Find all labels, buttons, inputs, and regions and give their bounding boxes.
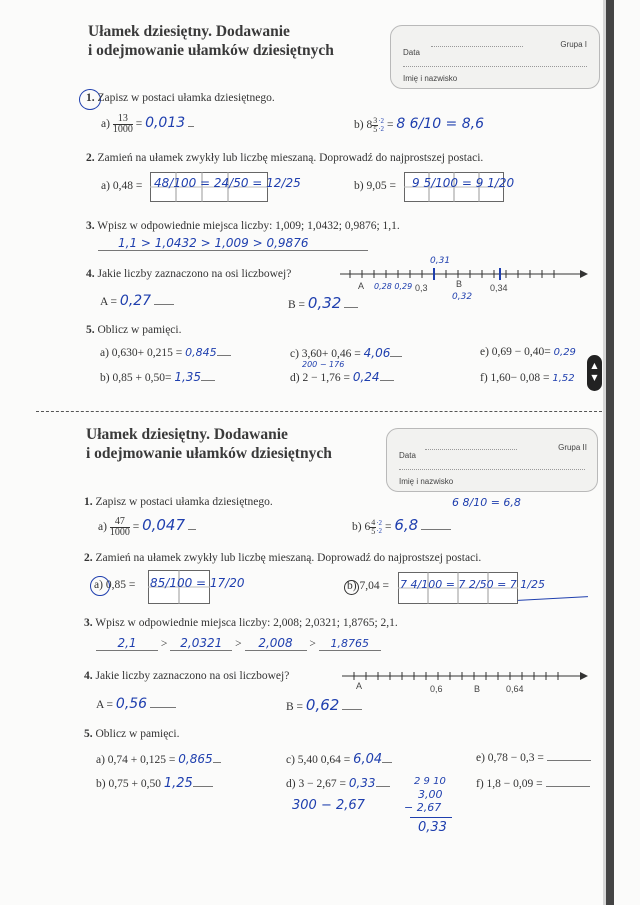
denominator: 5: [373, 124, 378, 134]
question-number: 1.: [86, 92, 95, 104]
s2-q2b-grid[interactable]: [398, 572, 546, 604]
expression: d) 3 − 2,67 =: [286, 778, 346, 790]
answer-line[interactable]: [188, 126, 194, 127]
s2-q4-B: [286, 696, 362, 714]
numerator: 3: [373, 115, 378, 125]
answer-slot[interactable]: [319, 637, 381, 651]
question-text: Oblicz w pamięci.: [95, 728, 180, 740]
date-line[interactable]: [425, 449, 517, 450]
item-label: a): [101, 180, 110, 192]
answer-line[interactable]: [546, 786, 590, 787]
expression: c) 5,40 0,64 =: [286, 754, 351, 766]
question-text: Jakie liczby zaznaczono na osi liczbowej?: [95, 670, 290, 682]
denominator: 1000: [112, 124, 133, 135]
handwritten-answer: 8 6/10 = 8,6: [396, 116, 485, 132]
calc-line: [410, 817, 452, 818]
s1-q1: [86, 92, 275, 104]
handwritten-calc-minuend: 3,00: [418, 788, 443, 801]
axis-label-A: A: [358, 281, 365, 291]
item-label: a): [101, 118, 110, 131]
section2-title: [86, 425, 332, 463]
fraction: [113, 114, 133, 135]
date-label: Data: [399, 451, 416, 460]
s2-q5: [84, 728, 179, 740]
answer-line[interactable]: [98, 250, 368, 251]
question-number: 2.: [84, 552, 93, 564]
item-label: b): [354, 119, 364, 131]
question-text: Zamień na ułamek zwykły lub liczbę mieszaną. Doprowadź do najprostszej postaci.: [95, 552, 482, 564]
answer-line[interactable]: [150, 707, 176, 708]
cut-line: [36, 411, 602, 413]
question-text: Zamień na ułamek zwykły lub liczbę mieszaną. Doprowadź do najprostszej postaci.: [97, 152, 484, 164]
s1-q2: [86, 152, 483, 164]
number-line: [340, 264, 588, 284]
s2-q5b: [96, 776, 213, 791]
title-line-2: i odejmowanie ułamków dziesiętnych: [86, 445, 332, 462]
question-text: Zapisz w postaci ułamka dziesiętnego.: [97, 92, 275, 104]
handwritten-calc-borrow: 2 9 10: [414, 776, 446, 787]
s2-q2a: [94, 579, 135, 591]
expression: e) 0,78 − 0,3 =: [476, 752, 544, 764]
hand-multiplier-bottom: ·2: [376, 527, 383, 536]
handwritten-note: 0,31: [430, 256, 451, 266]
whole-part: 6: [364, 521, 371, 533]
expression: c) 3,60+ 0,46 =: [290, 348, 361, 360]
name-label: Imię i nazwisko: [403, 74, 458, 83]
question-text: Oblicz w pamięci.: [97, 324, 182, 336]
date-line[interactable]: [431, 46, 523, 47]
answer-line[interactable]: [380, 380, 394, 381]
axis-label-B: B: [456, 279, 463, 289]
handwritten-answer: 0,24: [352, 370, 380, 384]
answer-slot[interactable]: [245, 636, 307, 651]
s2-q5c: [286, 752, 392, 767]
handwritten-answer: 6,8: [394, 516, 419, 534]
s1-q5: [86, 324, 181, 336]
question-text: Wpisz w odpowiednie miejsca liczby: 1,009; 1,0432; 0,9876; 1,1.: [97, 220, 400, 232]
equals: =: [386, 119, 394, 131]
item-label: a): [94, 579, 103, 591]
s2-q5a: [96, 752, 221, 766]
s2-q4-A: [96, 696, 176, 712]
question-number: 4.: [84, 670, 93, 682]
question-number: 1.: [84, 496, 93, 508]
tick-label: 0,6: [430, 684, 443, 694]
s2-q5f: [476, 778, 590, 790]
answer-slot[interactable]: [170, 636, 232, 651]
handwritten-calc-subtrahend: − 2,67: [404, 801, 442, 814]
s2-q5d: [286, 776, 390, 790]
handwritten-note: 300 − 2,67: [292, 798, 365, 813]
answer-line[interactable]: [201, 380, 215, 381]
s2-q3-answer-row: [96, 636, 381, 651]
question-number: 4.: [86, 268, 95, 280]
numerator: 4: [371, 517, 376, 527]
s1-q4-A: [100, 293, 174, 309]
group-label: Grupa I: [560, 40, 587, 49]
s2-q3: [84, 617, 398, 629]
section1-title: [88, 22, 334, 60]
handwritten-note: 200 − 176: [302, 360, 345, 369]
s1-q1b: [354, 116, 484, 134]
gt-sign: >: [160, 638, 168, 650]
answer-line[interactable]: [376, 786, 390, 787]
s1-q2b: [354, 180, 396, 192]
title-line-2: i odejmowanie ułamków dziesiętnych: [88, 42, 334, 59]
expression: e) 0,69 − 0,40=: [480, 346, 551, 358]
handwritten-answer: 85/100 = 17/20: [150, 576, 245, 590]
s2-q5e: [476, 752, 591, 764]
handwritten-answer: 0,047: [142, 516, 186, 534]
question-number: 5.: [84, 728, 93, 740]
group-label: Grupa II: [558, 443, 587, 452]
expression: a) 0,74 + 0,125 =: [96, 754, 176, 766]
handwritten-answer: 9 5/100 = 9 1/20: [412, 176, 515, 190]
s1-q4-B: [288, 294, 358, 312]
expression: a) 0,630+ 0,215 =: [100, 347, 183, 359]
handwritten-answer: 2,1: [117, 636, 137, 650]
answer-line[interactable]: [217, 355, 231, 356]
answer-label: A =: [96, 699, 114, 711]
gt-sign: >: [309, 638, 316, 650]
number-line: [342, 666, 590, 686]
tick-label: 0,34: [490, 283, 508, 293]
title-line-1: Ułamek dziesiętny. Dodawanie: [88, 23, 290, 40]
handwritten-answer: 0,865: [178, 752, 213, 766]
denominator: 1000: [109, 526, 130, 538]
given-value: 0,85 =: [105, 579, 136, 591]
handwritten-answer: 48/100 = 24/50 = 12/25: [154, 176, 301, 190]
answer-line[interactable]: [193, 786, 213, 787]
answer-line[interactable]: [213, 762, 221, 763]
s2-q1: [84, 496, 273, 508]
numerator: 47: [110, 517, 130, 528]
handwritten-answer: 0,33: [348, 776, 376, 790]
header-box: [390, 25, 600, 89]
date-label: Data: [403, 48, 420, 57]
handwritten-note: 0,28 0,29: [374, 282, 413, 291]
tick-label: 0,3: [415, 283, 428, 293]
handwritten-answer: 0,62: [305, 696, 340, 714]
handwritten-answer: 1,8765: [330, 637, 369, 650]
gt-sign: >: [235, 638, 242, 650]
expression: d) 2 − 1,76 =: [290, 372, 350, 384]
axis-label-A: A: [356, 681, 363, 691]
answer-line[interactable]: [188, 529, 196, 530]
hand-multiplier-top: ·2: [378, 117, 385, 126]
s1-q5e: [480, 346, 576, 358]
item-label: b): [354, 180, 364, 192]
answer-label: A =: [100, 296, 118, 308]
header-box: [386, 428, 598, 492]
equals: =: [135, 118, 143, 131]
answer-line[interactable]: [382, 762, 392, 763]
item-label: b): [352, 521, 362, 533]
handwritten-note: 0,32: [452, 292, 473, 302]
answer-line[interactable]: [154, 304, 174, 305]
hand-stroke: [518, 596, 588, 601]
chevron-up-icon: ▲: [591, 361, 598, 370]
answer-line[interactable]: [421, 529, 451, 530]
expression: b) 0,75 + 0,50: [96, 778, 161, 790]
question-text: Wpisz w odpowiednie miejsca liczby: 2,008; 2,0321; 1,8765; 2,1.: [95, 617, 398, 629]
s2-q2: [84, 552, 481, 564]
title-line-1: Ułamek dziesiętny. Dodawanie: [86, 426, 288, 443]
handwritten-answer: 0,29: [553, 347, 576, 358]
s1-q5f: [480, 372, 575, 384]
answer-line[interactable]: [344, 307, 358, 308]
s1-q5a: [100, 346, 231, 359]
handwritten-answer: 1,1 > 1,0432 > 1,009 > 0,9876: [118, 236, 309, 250]
question-number: 3.: [86, 220, 95, 232]
s1-q2a: [101, 180, 142, 192]
scroll-toggle-button[interactable]: [587, 355, 602, 391]
handwritten-answer: 1,35: [174, 370, 202, 384]
hand-multiplier: [376, 519, 382, 535]
s1-q5c: [290, 346, 402, 360]
given-value: 7,04 =: [359, 580, 389, 592]
expression: f) 1,8 − 0,09 =: [476, 778, 543, 790]
handwritten-answer: 0,013: [145, 115, 186, 132]
item-label: b): [347, 580, 357, 592]
s1-q3: [86, 220, 400, 232]
s2-q1b: [352, 516, 451, 536]
handwritten-answer: 0,845: [185, 346, 217, 359]
question-number: 3.: [84, 617, 93, 629]
handwritten-answer: 4,06: [363, 346, 391, 360]
given-value: 9,05 =: [366, 180, 396, 192]
s1-q5b: [100, 370, 215, 384]
expression: b) 0,85 + 0,50=: [100, 372, 172, 384]
name-label: Imię i nazwisko: [399, 477, 454, 486]
question-text: Jakie liczby zaznaczono na osi liczbowej?: [97, 268, 292, 280]
s1-q1a: [101, 114, 194, 135]
s2-q2a-grid[interactable]: [148, 570, 245, 604]
s2-q1a: [98, 516, 196, 538]
chevron-down-icon: ▼: [591, 373, 598, 382]
hand-multiplier-bottom: ·2: [378, 125, 385, 134]
equals: =: [132, 521, 140, 533]
answer-line[interactable]: [342, 709, 362, 710]
handwritten-note: 6 8/10 = 6,8: [452, 496, 521, 509]
handwritten-answer: 6,04: [353, 752, 383, 767]
name-line[interactable]: [399, 469, 585, 470]
name-line[interactable]: [403, 66, 587, 67]
handwritten-answer: 0,27: [119, 293, 152, 309]
question-number: 5.: [86, 324, 95, 336]
answer-label: B =: [288, 299, 306, 311]
s1-q2a-grid[interactable]: [150, 172, 301, 202]
tick-label: 0,64: [506, 684, 524, 694]
s1-q5d: [290, 370, 394, 384]
hand-multiplier-top: ·2: [376, 519, 383, 528]
s2-q4: [84, 670, 289, 682]
answer-label: B =: [286, 701, 304, 713]
denominator: 5: [371, 526, 376, 536]
whole-part: 8: [366, 119, 373, 131]
s1-q4: [86, 268, 291, 280]
given-value: 0,48 =: [112, 180, 143, 192]
handwritten-answer: 2,008: [258, 636, 293, 650]
answer-line[interactable]: [547, 760, 591, 761]
fraction: [110, 517, 130, 538]
handwritten-answer: 1,25: [163, 776, 193, 791]
handwritten-answer: 0,32: [307, 294, 342, 312]
s2-q2b: [347, 580, 389, 592]
answer-slot[interactable]: [96, 636, 158, 651]
handwritten-answer: 2,0321: [180, 636, 223, 650]
hand-multiplier: [378, 117, 384, 133]
handwritten-answer: 7 4/100 = 7 2/50 = 7 1/25: [400, 578, 546, 591]
handwritten-answer: 1,52: [552, 373, 575, 384]
numerator: 13: [113, 114, 133, 125]
s1-q2b-grid[interactable]: [404, 172, 515, 202]
question-text: Zapisz w postaci ułamka dziesiętnego.: [95, 496, 273, 508]
handwritten-calc-result: 0,33: [418, 820, 447, 835]
item-label: a): [98, 521, 107, 533]
handwritten-answer: 0,56: [115, 696, 148, 712]
page-edge-binding: [606, 0, 614, 905]
axis-label-B: B: [474, 684, 481, 694]
equals: =: [384, 521, 392, 533]
answer-line[interactable]: [390, 356, 402, 357]
expression: f) 1,60− 0,08 =: [480, 372, 550, 384]
question-number: 2.: [86, 152, 95, 164]
